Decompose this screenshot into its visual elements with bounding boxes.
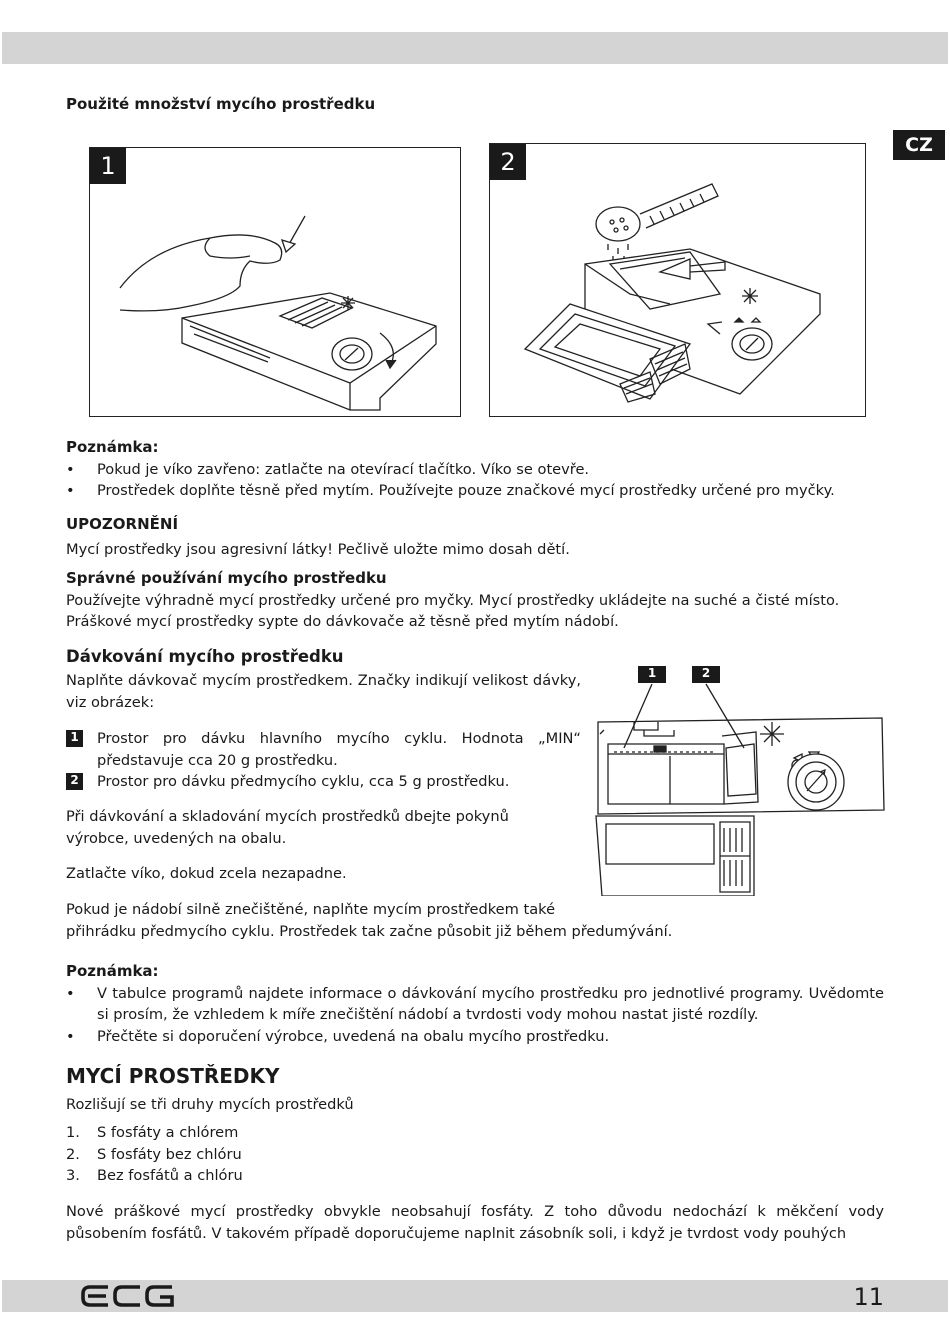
warning-title: UPOZORNĚNÍ xyxy=(66,515,179,533)
list-item xyxy=(66,1165,466,1187)
detergents-closing: Nové práškové mycí prostředky obvykle neobsahují fosfáty. Z toho důvodu nedochází k měkčení vody působením fosfátů. V takovém případě doporučujeme naplnit zásobník soli, i když je tvrdost vody pouhých xyxy=(66,1203,884,1242)
figure-2-number: 2 xyxy=(490,144,526,180)
diagram-label-1: 1 xyxy=(638,666,666,683)
detergents-intro: Rozlišují se tři druhy mycích prostředků xyxy=(66,1096,354,1113)
note-1 xyxy=(66,437,884,502)
warning xyxy=(66,514,884,560)
list-item xyxy=(66,1144,466,1166)
dosing-item-text: Prostor pro dávku předmycího cyklu, cca 5 g prostředku. xyxy=(97,773,510,790)
dispenser-diagram xyxy=(594,664,886,896)
dosing-list xyxy=(66,728,581,793)
figure-1-number: 1 xyxy=(90,148,126,184)
dosing-heavy-soil-line: Pokud je nádobí silně znečištěné, naplňte mycím prostředkem také xyxy=(66,901,556,918)
list-item-number: 2. xyxy=(66,1145,80,1163)
dosing-intro: Naplňte dávkovač mycím prostředkem. Značky indikují velikost dávky, viz obrázek: xyxy=(66,672,581,711)
note-2 xyxy=(66,961,884,1047)
detergents-list xyxy=(66,1122,466,1187)
dosing-heavy-soil xyxy=(66,899,884,942)
dosing-item-main xyxy=(66,728,581,771)
list-item-text: S fosfáty a chlórem xyxy=(97,1124,239,1141)
badge-1: 1 xyxy=(66,730,83,747)
list-item-number: 1. xyxy=(66,1124,80,1141)
detergents-title: MYCÍ PROSTŘEDKY xyxy=(66,1064,280,1088)
heading-detergent-amount: Použité množství mycího prostředku xyxy=(66,95,376,113)
warning-text: Mycí prostředky jsou agresivní látky! Pečlivě uložte mimo dosah dětí. xyxy=(66,540,570,558)
dosing-title: Dávkování mycího prostředku xyxy=(66,647,344,666)
list-item-text: Bez fosfátů a chlóru xyxy=(97,1167,243,1184)
note-2-bullet: • Přečtěte si doporučení výrobce, uvedená na obalu mycího prostředku. xyxy=(66,1026,884,1048)
badge-2: 2 xyxy=(66,773,83,790)
figure-1-illustration xyxy=(90,148,460,416)
ecg-logo-graphic xyxy=(80,1283,176,1309)
header-bar xyxy=(2,32,948,64)
note-2-bullet: • V tabulce programů najdete informace o dávkování mycího prostředku pro jednotlivé programy. Uvědomte si prosím, že vzhledem k míře znečištění nádobí a tvrdosti vody mohou nastat jisté rozdíly. xyxy=(66,983,884,1026)
list-item-number: 3. xyxy=(66,1167,80,1184)
page-number: 11 xyxy=(853,1283,884,1311)
dispenser-drawing xyxy=(594,664,886,896)
ecg-logo xyxy=(80,1283,176,1309)
figure-2-illustration xyxy=(490,144,865,416)
list-item xyxy=(66,1122,466,1144)
dosing-heavy-soil-line: přihrádku předmycího cyklu. Prostředek tak začne působit již během předumývání. xyxy=(66,922,673,940)
proper-use-title: Správné používání mycího prostředku xyxy=(66,569,387,587)
language-tab: CZ xyxy=(893,130,945,160)
dosing-close-lid: Zatlačte víko, dokud zcela nezapadne. xyxy=(66,865,347,882)
diagram-label-2: 2 xyxy=(692,666,720,683)
list-item-text: S fosfáty bez chlóru xyxy=(97,1145,242,1163)
figure-2 xyxy=(489,143,866,417)
figure-1 xyxy=(89,147,461,417)
dosing-item-prewash xyxy=(66,771,581,793)
note-1-title: Poznámka: xyxy=(66,438,159,456)
dosing-item-text: Prostor pro dávku hlavního mycího cyklu. Hodnota „MIN“ představuje cca 20 g prostředku. xyxy=(97,730,581,769)
note-2-title: Poznámka: xyxy=(66,962,159,980)
dosing-follow-instructions: Při dávkování a skladování mycích prostředků dbejte pokynů výrobce, uvedených na obalu. xyxy=(66,808,509,847)
note-1-bullet: • Pokud je víko zavřeno: zatlačte na otevírací tlačítko. Víko se otevře. xyxy=(66,459,884,481)
note-1-bullet: • Prostředek doplňte těsně před mytím. Používejte pouze značkové mycí prostředky určené pro myčky. xyxy=(66,480,884,502)
proper-use-text: Používejte výhradně mycí prostředky určené pro myčky. Mycí prostředky ukládejte na suché a čisté místo. Práškové mycí prostředky sypte do dávkovače až těsně před mytím nádobí. xyxy=(66,591,840,630)
proper-use xyxy=(66,568,884,633)
